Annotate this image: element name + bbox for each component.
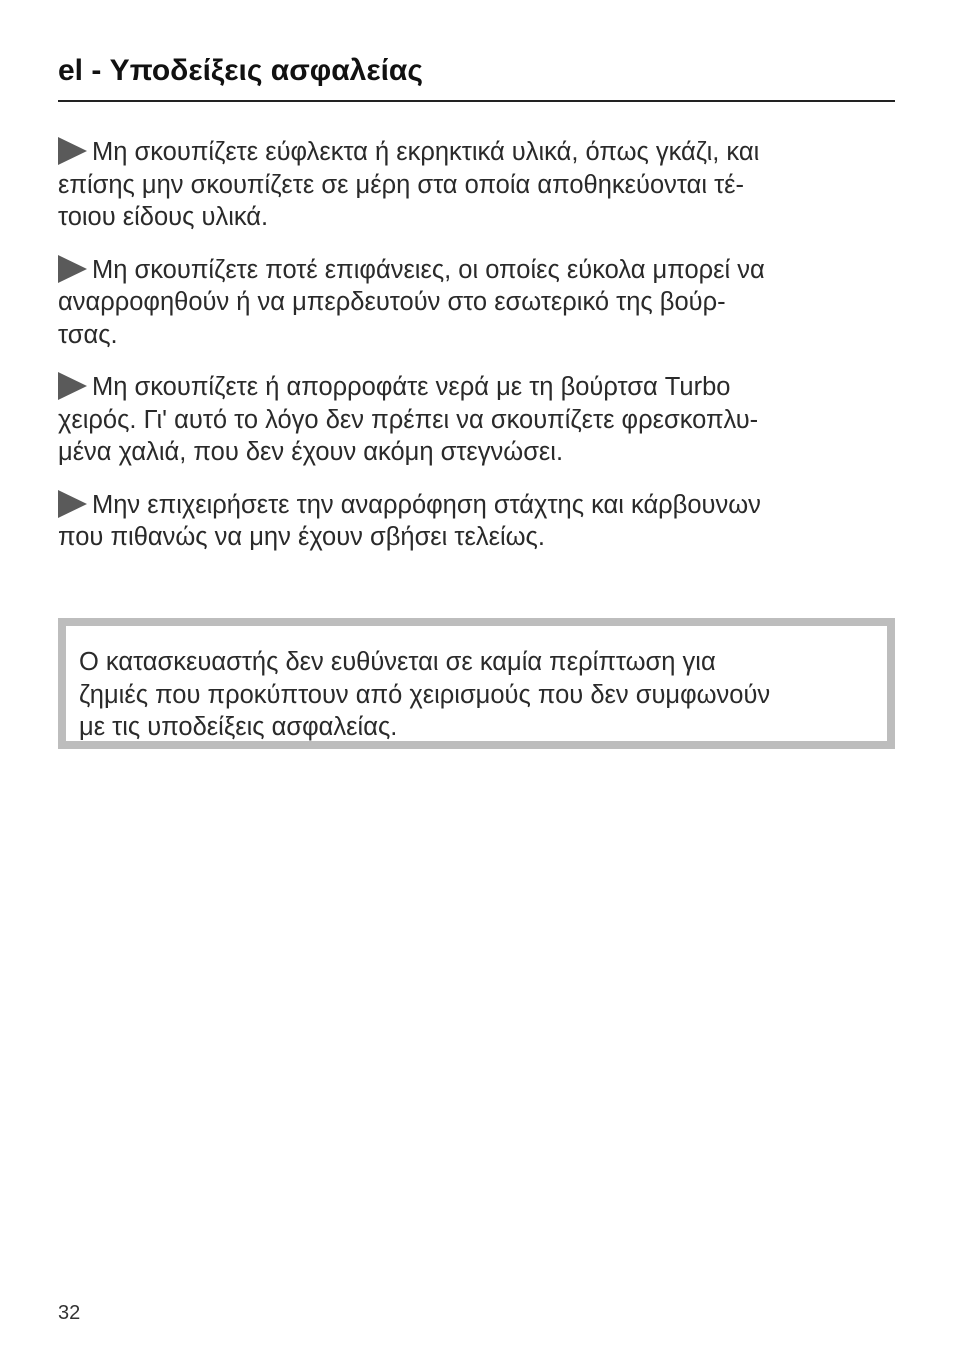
liability-notice-text [79,646,770,744]
safety-instruction-item [58,136,895,234]
instruction-text: Μην επιχειρήσετε την αναρρόφηση στάχτης και κάρβουνων [92,490,761,519]
play-triangle-icon [58,137,87,165]
play-triangle-icon [58,490,87,518]
instruction-line: χειρός. Γι' αυτό το λόγο δεν πρέπει να σκουπίζετε φρεσκοπλυ- [58,405,759,434]
page-title: el - Υποδείξεις ασφαλείας [58,54,423,87]
notice-line: με τις υποδείξεις ασφαλείας. [79,713,398,741]
instruction-line: τοιου είδους υλικά. [58,203,269,231]
instruction-line: αναρροφηθούν ή να μπερδευτούν στο εσωτερικό της βούρ- [58,288,726,316]
safety-instruction-item [58,489,895,554]
instruction-line: που πιθανώς να μην έχουν σβήσει τελείως. [58,523,545,551]
instruction-line: τσας. [58,320,118,349]
instruction-text: Μη σκουπίζετε εύφλεκτα ή εκρηκτικά υλικά, όπως γκάζι, και [92,138,760,166]
liability-notice-box [58,618,895,749]
play-triangle-icon [58,372,87,400]
safety-instruction-item [58,254,895,352]
instruction-line [58,371,895,404]
play-triangle-icon [58,255,87,283]
instruction-line: μένα χαλιά, που δεν έχουν ακόμη στεγνώσει. [58,438,564,466]
instruction-text: Μη σκουπίζετε ποτέ επιφάνειες, οι οποίες εύκολα μπορεί να [92,255,765,284]
instruction-text: Μη σκουπίζετε ή απορροφάτε νερά με τη βούρτσα Turbo [92,373,731,401]
notice-line: Ο κατασκευαστής δεν ευθύνεται σε καμία περίπτωση για [79,648,716,676]
instruction-line [58,489,895,522]
instruction-line [58,254,895,287]
instruction-line: επίσης μην σκουπίζετε σε μέρη στα οποία αποθηκεύονται τέ- [58,170,745,199]
safety-instructions-list [58,136,895,574]
page-number: 32 [58,1302,81,1324]
section-header [58,52,895,102]
instruction-line [58,136,895,169]
notice-line: ζημιές που προκύπτουν από χειρισμούς που δεν συμφωνούν [79,680,771,709]
safety-instruction-item [58,371,895,469]
